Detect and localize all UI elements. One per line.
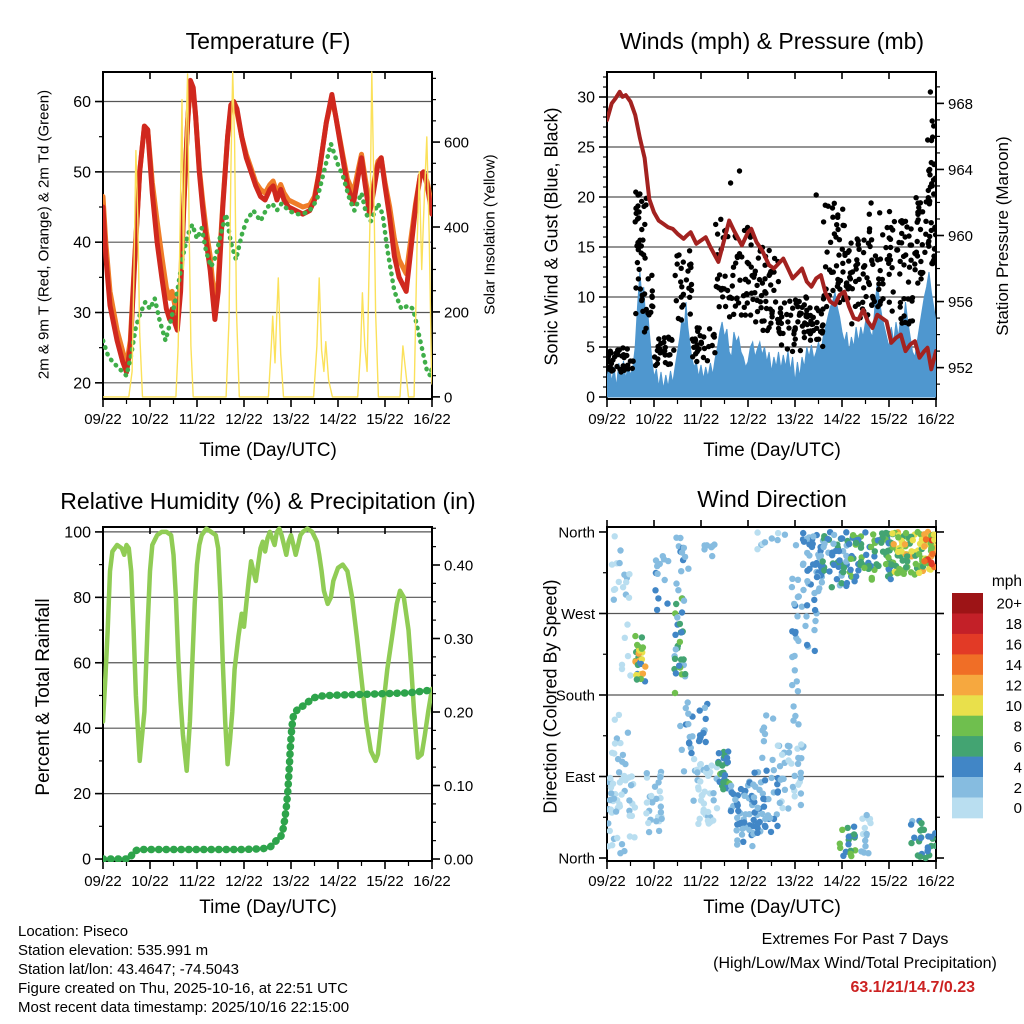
svg-text:964: 964: [948, 161, 974, 179]
svg-text:20: 20: [577, 189, 595, 207]
relative-humidity-line: [103, 529, 432, 771]
svg-text:0.00: 0.00: [444, 851, 474, 869]
humidity-precip-chart-title: Relative Humidity (%) & Precipitation (in): [60, 488, 476, 514]
svg-text:14: 14: [1005, 657, 1022, 675]
data-timestamp: Most recent data timestamp: 2025/10/16 22:15:00: [18, 999, 350, 1016]
svg-text:North: North: [558, 850, 595, 868]
svg-text:30: 30: [577, 89, 595, 107]
svg-text:600: 600: [444, 134, 470, 152]
svg-text:13/22: 13/22: [776, 411, 814, 428]
svg-text:50: 50: [73, 164, 91, 182]
extremes-values: 63.1/21/14.7/0.23: [850, 979, 975, 996]
svg-text:0.10: 0.10: [444, 778, 474, 796]
svg-text:952: 952: [948, 360, 974, 378]
svg-text:0.30: 0.30: [444, 631, 474, 649]
winds-x-axis-label: Time (Day/UTC): [703, 440, 841, 461]
svg-text:15: 15: [577, 239, 595, 257]
svg-text:0: 0: [82, 851, 91, 869]
svg-text:0: 0: [586, 389, 595, 407]
svg-text:80: 80: [73, 589, 91, 607]
wind-y-axis-label: Sonic Wind & Gust (Blue, Black): [541, 107, 562, 366]
svg-text:30: 30: [73, 305, 91, 323]
winds-pressure-chart: [577, 72, 973, 428]
svg-text:100: 100: [64, 524, 91, 542]
svg-text:0.40: 0.40: [444, 557, 474, 575]
svg-text:14/22: 14/22: [823, 873, 861, 890]
svg-text:13/22: 13/22: [776, 873, 814, 890]
svg-text:60: 60: [73, 655, 91, 673]
svg-text:09/22: 09/22: [84, 873, 122, 890]
humidity-precip-chart: [64, 524, 473, 890]
svg-text:11/22: 11/22: [682, 411, 720, 428]
temperature-y-axis-label: 2m & 9m T (Red, Orange) & 2m Td (Green): [35, 89, 53, 380]
svg-text:09/22: 09/22: [588, 411, 626, 428]
svg-text:15/22: 15/22: [366, 411, 404, 428]
svg-text:16/22: 16/22: [917, 411, 955, 428]
svg-text:25: 25: [577, 139, 595, 157]
svg-text:200: 200: [444, 304, 470, 322]
svg-text:20+: 20+: [996, 595, 1022, 613]
svg-text:North: North: [558, 524, 595, 542]
svg-text:East: East: [564, 769, 595, 787]
svg-text:15/22: 15/22: [870, 411, 908, 428]
svg-text:15/22: 15/22: [870, 873, 908, 890]
svg-text:8: 8: [1013, 718, 1022, 736]
svg-text:13/22: 13/22: [272, 873, 310, 890]
speed-colorbar: [952, 573, 1022, 818]
svg-text:0: 0: [444, 389, 453, 407]
svg-text:5: 5: [586, 339, 595, 357]
svg-text:12: 12: [1005, 677, 1022, 695]
svg-text:12/22: 12/22: [225, 873, 263, 890]
station-info-block: [18, 922, 349, 1017]
svg-text:960: 960: [948, 228, 974, 245]
svg-text:09/22: 09/22: [84, 411, 122, 428]
svg-text:16/22: 16/22: [413, 873, 451, 890]
humidity-y-axis-label: Percent & Total Rainfall: [33, 598, 54, 796]
pressure-y-axis-label: Station Pressure (Maroon): [993, 136, 1012, 336]
wind-direction-chart-title: Wind Direction: [697, 486, 847, 512]
station-elevation: Station elevation: 535.991 m: [18, 942, 209, 959]
humidity-x-axis-label: Time (Day/UTC): [199, 897, 337, 918]
temperature-chart-title: Temperature (F): [185, 28, 351, 54]
svg-text:10: 10: [577, 289, 595, 307]
svg-text:11/22: 11/22: [178, 873, 216, 890]
svg-text:10/22: 10/22: [635, 411, 673, 428]
svg-text:10/22: 10/22: [131, 873, 169, 890]
solar-y-axis-label: Solar Insolation (Yellow): [481, 154, 499, 315]
svg-text:14/22: 14/22: [319, 411, 357, 428]
svg-text:10: 10: [1005, 698, 1022, 715]
svg-text:10/22: 10/22: [131, 411, 169, 428]
svg-text:0: 0: [1013, 800, 1022, 818]
svg-text:40: 40: [73, 720, 91, 738]
svg-text:16: 16: [1005, 636, 1022, 654]
svg-text:0.20: 0.20: [444, 704, 474, 722]
extremes-heading: Extremes For Past 7 Days: [761, 931, 949, 948]
svg-text:20: 20: [73, 375, 91, 393]
wind-direction-x-axis-label: Time (Day/UTC): [703, 897, 841, 918]
svg-text:60: 60: [73, 94, 91, 112]
svg-text:40: 40: [73, 234, 91, 252]
svg-text:11/22: 11/22: [682, 873, 720, 890]
wind-direction-chart: [556, 520, 955, 890]
svg-text:10/22: 10/22: [635, 873, 673, 890]
svg-text:968: 968: [948, 95, 974, 113]
winds-pressure-chart-title: Winds (mph) & Pressure (mb): [619, 28, 925, 54]
station-latlon: Station lat/lon: 43.4647; -74.5043: [18, 961, 240, 978]
svg-text:2: 2: [1013, 779, 1022, 797]
temperature-x-axis-label: Time (Day/UTC): [199, 440, 337, 461]
solar-insolation-line: [103, 72, 432, 397]
svg-text:6: 6: [1013, 738, 1022, 756]
station-location: Location: Piseco: [18, 923, 129, 940]
temperature-chart: [73, 72, 469, 428]
svg-text:20: 20: [73, 786, 91, 804]
figure-created: Figure created on Thu, 2025-10-16, at 22:51 UTC: [18, 980, 348, 997]
svg-text:12/22: 12/22: [225, 411, 263, 428]
svg-text:West: West: [561, 605, 595, 623]
svg-text:16/22: 16/22: [917, 873, 955, 890]
svg-text:11/22: 11/22: [178, 411, 216, 428]
svg-text:12/22: 12/22: [729, 411, 767, 428]
svg-text:15/22: 15/22: [366, 873, 404, 890]
svg-text:400: 400: [444, 219, 470, 237]
svg-text:09/22: 09/22: [588, 873, 626, 890]
svg-text:14/22: 14/22: [823, 411, 861, 428]
svg-text:mph: mph: [991, 573, 1022, 590]
svg-text:13/22: 13/22: [272, 411, 310, 428]
svg-text:South: South: [555, 687, 595, 705]
extremes-subheading: (High/Low/Max Wind/Total Precipitation): [713, 955, 997, 972]
svg-text:4: 4: [1013, 759, 1022, 777]
svg-text:18: 18: [1005, 616, 1022, 634]
svg-text:16/22: 16/22: [413, 411, 451, 428]
svg-text:956: 956: [948, 294, 974, 312]
svg-text:14/22: 14/22: [319, 873, 357, 890]
svg-text:12/22: 12/22: [729, 873, 767, 890]
direction-y-axis-label: Direction (Colored By Speed): [540, 579, 561, 814]
